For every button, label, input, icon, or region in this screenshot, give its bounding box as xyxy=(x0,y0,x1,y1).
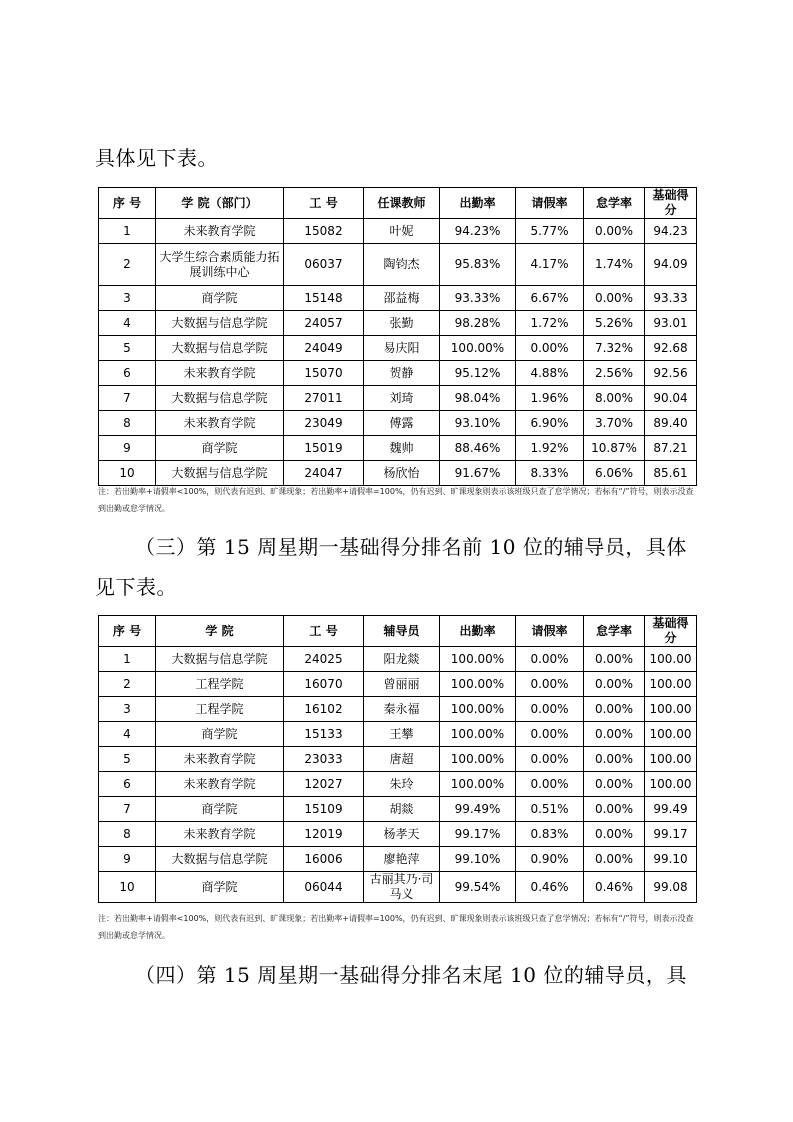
table-cell: 未来教育学院 xyxy=(156,822,284,847)
table-cell: 未来教育学院 xyxy=(156,219,284,244)
table-cell: 商学院 xyxy=(156,286,284,311)
table-cell: 3.70% xyxy=(584,411,645,436)
table-cell: 95.83% xyxy=(440,244,516,286)
table-cell: 10 xyxy=(99,872,156,903)
table-cell: 魏帅 xyxy=(364,436,440,461)
table-cell: 06037 xyxy=(284,244,364,286)
table-cell: 100.00 xyxy=(645,647,697,672)
table-cell: 100.00 xyxy=(645,672,697,697)
column-header: 学 院 xyxy=(156,616,284,647)
table-cell: 94.23% xyxy=(440,219,516,244)
table-cell: 8 xyxy=(99,411,156,436)
table-cell: 12019 xyxy=(284,822,364,847)
table-cell: 23049 xyxy=(284,411,364,436)
table-cell: 16070 xyxy=(284,672,364,697)
table-cell: 100.00% xyxy=(440,772,516,797)
table-cell: 0.00% xyxy=(584,672,645,697)
column-header: 学 院（部门） xyxy=(156,188,284,219)
table-cell: 7 xyxy=(99,797,156,822)
table-cell: 99.54% xyxy=(440,872,516,903)
table-cell: 1 xyxy=(99,647,156,672)
table-cell: 15133 xyxy=(284,722,364,747)
column-header: 请假率 xyxy=(516,188,584,219)
table-header xyxy=(99,616,697,647)
table-cell: 2.56% xyxy=(584,361,645,386)
section-heading: （四）第 15 周星期一基础得分排名末尾 10 位的辅导员，具 xyxy=(135,963,687,987)
table-header xyxy=(99,188,697,219)
section-heading: （三）第 15 周星期一基础得分排名前 10 位的辅导员，具体见下表。 xyxy=(95,535,687,599)
table-row xyxy=(99,747,697,772)
table-cell: 91.67% xyxy=(440,461,516,486)
table-cell: 94.23 xyxy=(645,219,697,244)
column-header: 出勤率 xyxy=(440,188,516,219)
table-cell: 0.00% xyxy=(584,722,645,747)
table-cell: 0.00% xyxy=(584,847,645,872)
table-cell: 7.32% xyxy=(584,336,645,361)
table-row xyxy=(99,219,697,244)
table-cell: 10.87% xyxy=(584,436,645,461)
table-cell: 100.00 xyxy=(645,697,697,722)
table-cell: 工程学院 xyxy=(156,672,284,697)
table-row xyxy=(99,822,697,847)
table-cell: 93.33% xyxy=(440,286,516,311)
table-cell: 4 xyxy=(99,311,156,336)
table-row xyxy=(99,244,697,286)
table-cell: 0.00% xyxy=(516,722,584,747)
table-cell: 100.00 xyxy=(645,772,697,797)
table-cell: 0.00% xyxy=(516,672,584,697)
table-cell: 傅露 xyxy=(364,411,440,436)
table-cell: 5 xyxy=(99,747,156,772)
table-row xyxy=(99,361,697,386)
table-cell: 99.49% xyxy=(440,797,516,822)
table-cell: 15082 xyxy=(284,219,364,244)
table-cell: 未来教育学院 xyxy=(156,411,284,436)
table-cell: 06044 xyxy=(284,872,364,903)
table-cell: 12027 xyxy=(284,772,364,797)
table-cell: 商学院 xyxy=(156,872,284,903)
column-header: 工 号 xyxy=(284,188,364,219)
table-cell: 阳龙燚 xyxy=(364,647,440,672)
table-cell: 99.10% xyxy=(440,847,516,872)
table-cell: 87.21 xyxy=(645,436,697,461)
intro-paragraph: 具体见下表。 xyxy=(95,146,218,170)
table-cell: 94.09 xyxy=(645,244,697,286)
table-cell: 1.92% xyxy=(516,436,584,461)
table-cell: 85.61 xyxy=(645,461,697,486)
table-cell: 23033 xyxy=(284,747,364,772)
column-header: 序 号 xyxy=(99,616,156,647)
table-row xyxy=(99,722,697,747)
table-cell: 5.77% xyxy=(516,219,584,244)
column-header: 怠学率 xyxy=(584,188,645,219)
table-cell: 杨孝天 xyxy=(364,822,440,847)
table-row xyxy=(99,336,697,361)
table-cell: 100.00% xyxy=(440,647,516,672)
table-cell: 2 xyxy=(99,244,156,286)
table-cell: 93.01 xyxy=(645,311,697,336)
table-cell: 0.00% xyxy=(516,747,584,772)
table-cell: 0.00% xyxy=(584,697,645,722)
table-cell: 古丽其乃·司马义 xyxy=(364,872,440,903)
table-cell: 6 xyxy=(99,772,156,797)
table-cell: 陶钧杰 xyxy=(364,244,440,286)
table-cell: 0.00% xyxy=(516,697,584,722)
table-cell: 大数据与信息学院 xyxy=(156,386,284,411)
table-row xyxy=(99,697,697,722)
column-header: 怠学率 xyxy=(584,616,645,647)
table-cell: 6.67% xyxy=(516,286,584,311)
table-cell: 杨欣怡 xyxy=(364,461,440,486)
table-note: 注：若出勤率+请假率<100%，则代表有迟到、旷课现象；若出勤率+请假率=100%，仍有迟到、旷课现象则表示该班级只查了怠学情况；若标有“/”符号，则表示没查到出勤或怠学情况。 xyxy=(98,487,694,513)
table-cell: 93.33 xyxy=(645,286,697,311)
table-cell: 27011 xyxy=(284,386,364,411)
table-cell: 刘琦 xyxy=(364,386,440,411)
table-cell: 未来教育学院 xyxy=(156,772,284,797)
column-header: 出勤率 xyxy=(440,616,516,647)
table-cell: 99.08 xyxy=(645,872,697,903)
table-cell: 商学院 xyxy=(156,436,284,461)
table-cell: 大数据与信息学院 xyxy=(156,311,284,336)
table-cell: 5 xyxy=(99,336,156,361)
table-cell: 0.00% xyxy=(584,772,645,797)
table-cell: 100.00 xyxy=(645,722,697,747)
table-cell: 0.00% xyxy=(584,286,645,311)
table-row xyxy=(99,461,697,486)
table-cell: 大数据与信息学院 xyxy=(156,647,284,672)
table-row xyxy=(99,386,697,411)
table-cell: 1 xyxy=(99,219,156,244)
table-cell: 100.00% xyxy=(440,672,516,697)
table-cell: 99.10 xyxy=(645,847,697,872)
table-cell: 99.49 xyxy=(645,797,697,822)
table-cell: 0.46% xyxy=(584,872,645,903)
table-cell: 3 xyxy=(99,286,156,311)
table-cell: 曾丽丽 xyxy=(364,672,440,697)
table-cell: 秦永福 xyxy=(364,697,440,722)
table-cell: 易庆阳 xyxy=(364,336,440,361)
table-cell: 99.17% xyxy=(440,822,516,847)
table-row xyxy=(99,436,697,461)
table-cell: 2 xyxy=(99,672,156,697)
table-cell: 0.00% xyxy=(584,822,645,847)
table-note: 注：若出勤率+请假率<100%，则代表有迟到、旷课现象；若出勤率+请假率=100%，仍有迟到、旷课现象则表示该班级只查了怠学情况；若标有“/”符号，则表示没查到出勤或怠学情况。 xyxy=(98,914,694,940)
counselor-ranking-table xyxy=(98,615,697,903)
column-header: 序 号 xyxy=(99,188,156,219)
table-cell: 90.04 xyxy=(645,386,697,411)
table-cell: 叶妮 xyxy=(364,219,440,244)
table-cell: 0.90% xyxy=(516,847,584,872)
table-row xyxy=(99,647,697,672)
table-cell: 胡燚 xyxy=(364,797,440,822)
table-cell: 15148 xyxy=(284,286,364,311)
table-cell: 15070 xyxy=(284,361,364,386)
table-row xyxy=(99,311,697,336)
table-cell: 贺静 xyxy=(364,361,440,386)
column-header: 基础得分 xyxy=(645,616,697,647)
table-cell: 张勤 xyxy=(364,311,440,336)
table-cell: 3 xyxy=(99,697,156,722)
table-cell: 1.74% xyxy=(584,244,645,286)
table-row xyxy=(99,411,697,436)
table-cell: 98.28% xyxy=(440,311,516,336)
table-cell: 9 xyxy=(99,436,156,461)
table-cell: 100.00 xyxy=(645,747,697,772)
table-cell: 4.88% xyxy=(516,361,584,386)
table-cell: 15019 xyxy=(284,436,364,461)
table-cell: 未来教育学院 xyxy=(156,361,284,386)
table-cell: 89.40 xyxy=(645,411,697,436)
table-cell: 朱玲 xyxy=(364,772,440,797)
table-cell: 95.12% xyxy=(440,361,516,386)
table-cell: 16006 xyxy=(284,847,364,872)
table-cell: 4.17% xyxy=(516,244,584,286)
table-cell: 88.46% xyxy=(440,436,516,461)
table-cell: 8 xyxy=(99,822,156,847)
table-cell: 92.56 xyxy=(645,361,697,386)
table-cell: 大学生综合素质能力拓展训练中心 xyxy=(156,244,284,286)
table-cell: 8.33% xyxy=(516,461,584,486)
table-cell: 大数据与信息学院 xyxy=(156,847,284,872)
table-cell: 王攀 xyxy=(364,722,440,747)
table-cell: 0.83% xyxy=(516,822,584,847)
table-cell: 1.72% xyxy=(516,311,584,336)
table-cell: 0.00% xyxy=(584,219,645,244)
table-cell: 98.04% xyxy=(440,386,516,411)
table-cell: 100.00% xyxy=(440,722,516,747)
table-cell: 6.06% xyxy=(584,461,645,486)
table-cell: 24025 xyxy=(284,647,364,672)
column-header: 工 号 xyxy=(284,616,364,647)
table-cell: 大数据与信息学院 xyxy=(156,461,284,486)
table-cell: 1.96% xyxy=(516,386,584,411)
table-cell: 100.00% xyxy=(440,697,516,722)
table-cell: 24047 xyxy=(284,461,364,486)
table-cell: 0.00% xyxy=(516,647,584,672)
table-cell: 7 xyxy=(99,386,156,411)
table-row xyxy=(99,872,697,903)
table-cell: 邵益梅 xyxy=(364,286,440,311)
table-cell: 6.90% xyxy=(516,411,584,436)
table-row xyxy=(99,847,697,872)
table-cell: 未来教育学院 xyxy=(156,747,284,772)
table-row xyxy=(99,672,697,697)
table-cell: 5.26% xyxy=(584,311,645,336)
table-cell: 0.46% xyxy=(516,872,584,903)
table-row xyxy=(99,772,697,797)
table-cell: 0.00% xyxy=(584,647,645,672)
table-cell: 0.00% xyxy=(584,747,645,772)
table-cell: 16102 xyxy=(284,697,364,722)
table-cell: 93.10% xyxy=(440,411,516,436)
table-cell: 廖艳萍 xyxy=(364,847,440,872)
table-cell: 24057 xyxy=(284,311,364,336)
column-header: 基础得分 xyxy=(645,188,697,219)
table-cell: 唐超 xyxy=(364,747,440,772)
table-cell: 24049 xyxy=(284,336,364,361)
table-cell: 0.00% xyxy=(516,336,584,361)
table-cell: 100.00% xyxy=(440,336,516,361)
table-cell: 15109 xyxy=(284,797,364,822)
table-cell: 10 xyxy=(99,461,156,486)
table-cell: 0.00% xyxy=(584,797,645,822)
teacher-ranking-table xyxy=(98,187,697,486)
table-cell: 9 xyxy=(99,847,156,872)
table-cell: 99.17 xyxy=(645,822,697,847)
table-cell: 100.00% xyxy=(440,747,516,772)
table-row xyxy=(99,286,697,311)
table-cell: 6 xyxy=(99,361,156,386)
table-cell: 大数据与信息学院 xyxy=(156,336,284,361)
table-cell: 92.68 xyxy=(645,336,697,361)
column-header: 辅导员 xyxy=(364,616,440,647)
table-cell: 工程学院 xyxy=(156,697,284,722)
table-row xyxy=(99,797,697,822)
table-cell: 4 xyxy=(99,722,156,747)
table-cell: 0.00% xyxy=(516,772,584,797)
column-header: 任课教师 xyxy=(364,188,440,219)
table-cell: 商学院 xyxy=(156,722,284,747)
table-cell: 8.00% xyxy=(584,386,645,411)
column-header: 请假率 xyxy=(516,616,584,647)
table-cell: 0.51% xyxy=(516,797,584,822)
table-cell: 商学院 xyxy=(156,797,284,822)
